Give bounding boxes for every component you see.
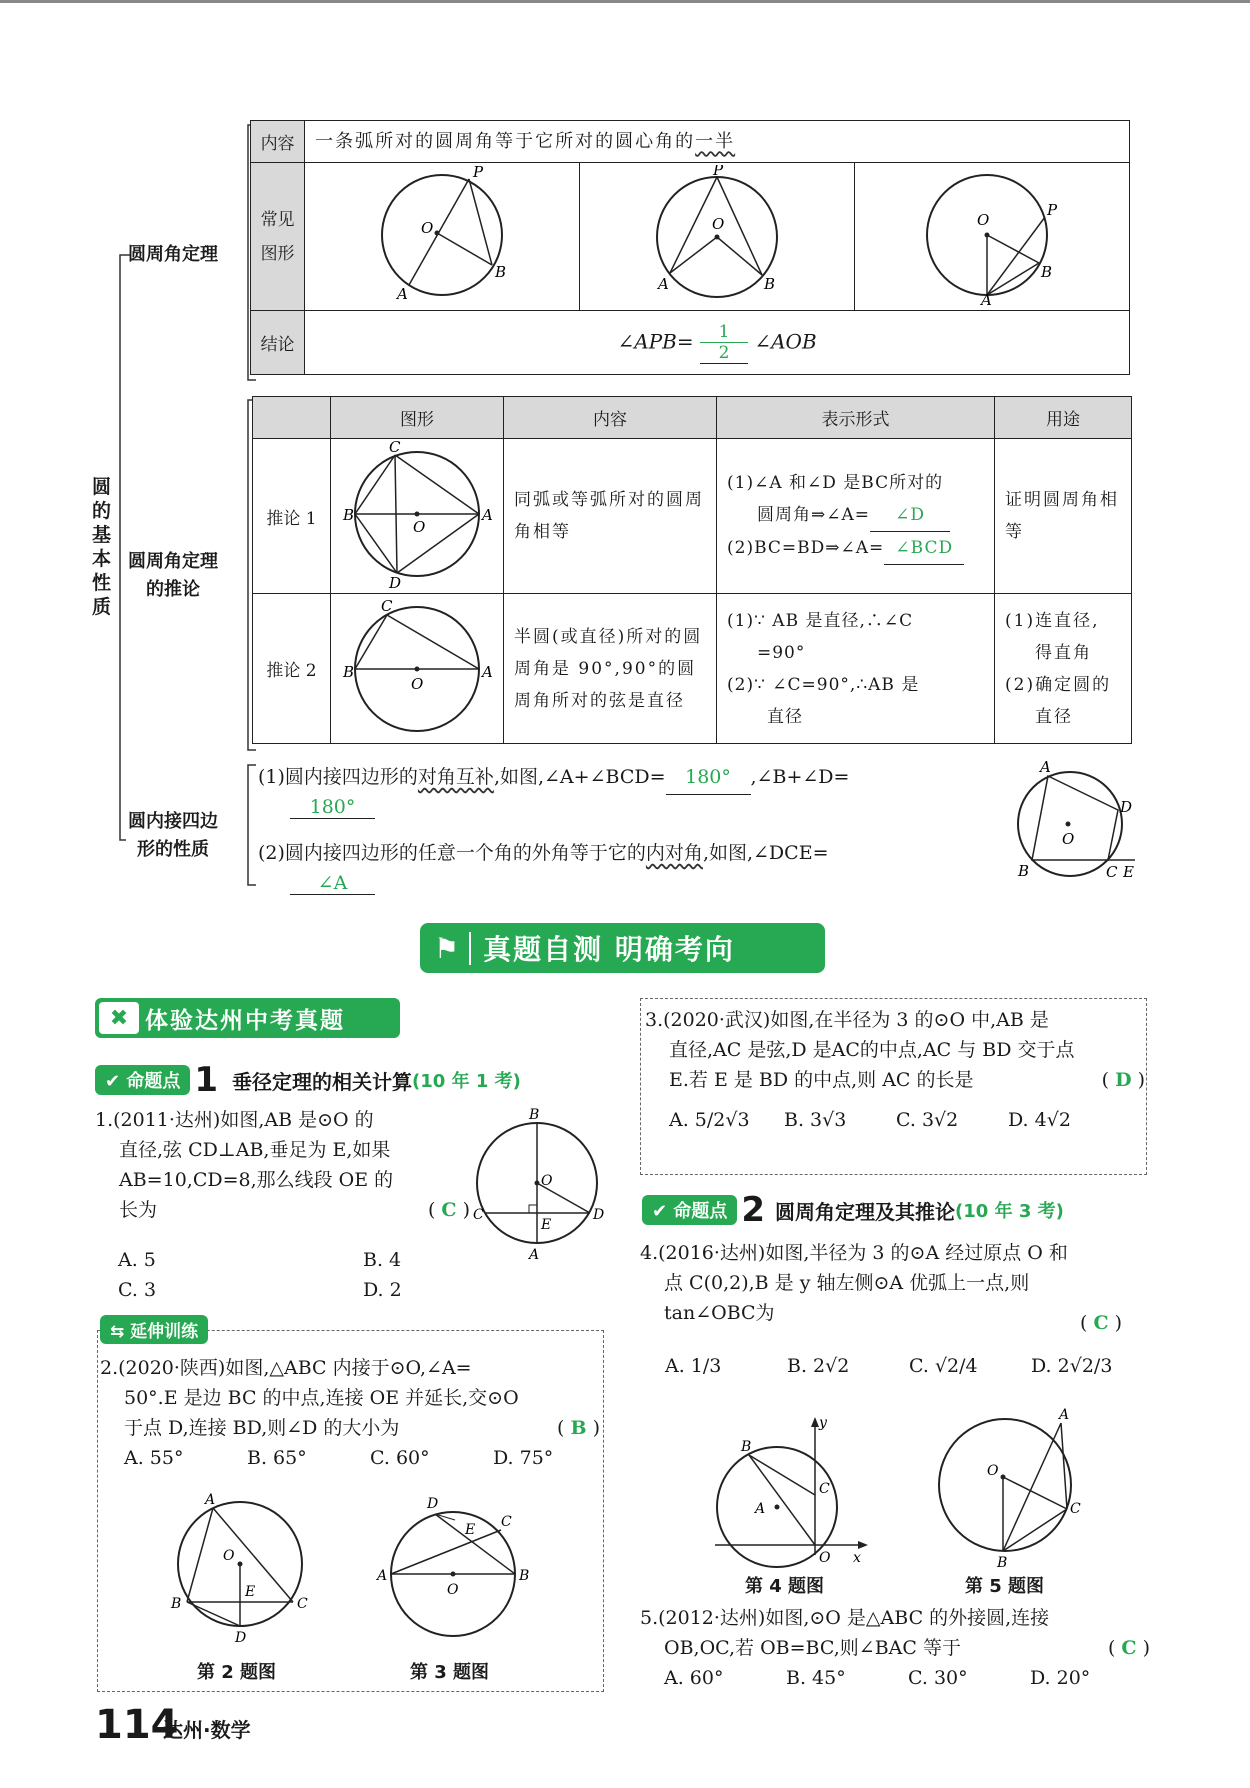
c1-form-b: 圆周角⇒∠A= bbox=[757, 505, 871, 525]
svg-text:O: O bbox=[223, 1548, 235, 1564]
corollary-1-use: 证明圆周角相等 bbox=[995, 439, 1132, 594]
svg-text:A: A bbox=[397, 284, 408, 303]
q5-caption: 第 5 题图 bbox=[965, 1576, 1045, 1597]
svg-text:C: C bbox=[1070, 1501, 1081, 1517]
corollary-table bbox=[252, 396, 1132, 744]
q2-opt-c: C. 60° bbox=[370, 1447, 430, 1469]
q5-figure bbox=[925, 1405, 1085, 1570]
svg-text:O: O bbox=[411, 674, 424, 693]
inscribed-line-2 bbox=[258, 836, 1008, 870]
q2 bbox=[100, 1353, 600, 1473]
svg-text:B: B bbox=[1018, 862, 1030, 880]
footer-subject: 达州·数学 bbox=[163, 1718, 251, 1742]
corollary-1-content: 同弧或等弧所对的圆周角相等 bbox=[504, 439, 717, 594]
svg-text:C: C bbox=[819, 1481, 830, 1497]
q1 bbox=[95, 1105, 470, 1225]
ins-l2-emph: 内对角 bbox=[645, 842, 703, 864]
corollary-2-fig-cell bbox=[331, 594, 504, 744]
ins-ans2: 180° bbox=[290, 796, 375, 819]
q2-l1: 2.(2020·陕西)如图,△ABC 内接于⊙O,∠A= bbox=[100, 1357, 472, 1379]
q3-figure bbox=[375, 1490, 535, 1650]
svg-text:D: D bbox=[1120, 798, 1133, 816]
q2-opt-b: B. 65° bbox=[247, 1447, 307, 1469]
q5 bbox=[640, 1603, 1150, 1693]
q1-figure bbox=[465, 1105, 615, 1265]
c1-form-c-line bbox=[727, 532, 984, 565]
page-number: 114 bbox=[95, 1702, 179, 1748]
q1-answer-slot: ( C ) bbox=[427, 1199, 470, 1221]
inscribed-ans2-line bbox=[290, 796, 375, 819]
c1-ans2: ∠BCD bbox=[884, 532, 964, 565]
q4-ans: C bbox=[1093, 1312, 1109, 1334]
q2-l3-row bbox=[100, 1413, 600, 1443]
q4-opt-c: C. √2/4 bbox=[909, 1355, 978, 1377]
frac-num: 1 bbox=[700, 322, 748, 343]
svg-text:E: E bbox=[1123, 863, 1134, 881]
corollary-1-form bbox=[717, 439, 995, 594]
theorem-figure-label bbox=[251, 163, 305, 311]
ins-ans3: ∠A bbox=[290, 872, 375, 895]
q1-options bbox=[118, 1245, 418, 1305]
topic1-meta: (10 年 1 考) bbox=[412, 1071, 521, 1092]
branch-inscribed-l2: 形的性质 bbox=[137, 839, 209, 860]
ins-l1-emph: 对角互补 bbox=[417, 766, 494, 788]
svg-text:D: D bbox=[389, 574, 402, 588]
corollary-header-figure: 图形 bbox=[331, 397, 504, 439]
svg-text:E: E bbox=[465, 1522, 476, 1538]
svg-text:A: A bbox=[482, 662, 493, 681]
theorem-figure-2 bbox=[642, 165, 792, 305]
banner-runner-icon: ⚑ bbox=[420, 932, 471, 965]
q5-ans: C bbox=[1121, 1637, 1137, 1659]
q1-l3: AB=10,CD=8,那么线段 OE 的 bbox=[119, 1169, 394, 1191]
q3-opt-b: B. 3√3 bbox=[784, 1109, 847, 1131]
theorem-figure-3 bbox=[917, 165, 1067, 305]
svg-text:A: A bbox=[1040, 760, 1051, 776]
q2-opt-a: A. 55° bbox=[124, 1447, 184, 1469]
svg-text:D: D bbox=[593, 1207, 605, 1223]
topic2-tag: ✔ 命题点 bbox=[642, 1195, 737, 1225]
q4-options bbox=[665, 1355, 1145, 1377]
topic2-tag-text: 命题点 bbox=[673, 1201, 728, 1222]
svg-text:B: B bbox=[519, 1568, 530, 1584]
q4-caption: 第 4 题图 bbox=[745, 1576, 825, 1597]
svg-text:O: O bbox=[819, 1550, 831, 1566]
corollary-2-label: 推论 2 bbox=[253, 594, 331, 744]
q3-l2: 直径,AC 是弦,D 是AC的中点,AC 与 BD 交于点 bbox=[669, 1039, 1075, 1061]
conclusion-left: ∠APB= bbox=[617, 329, 694, 353]
q3-opt-c: C. 3√2 bbox=[896, 1109, 959, 1131]
svg-text:O: O bbox=[712, 214, 725, 233]
q3-l3: E.若 E 是 BD 的中点,则 AC 的长是 bbox=[669, 1069, 974, 1091]
c2-form-a: (1)∵ AB 是直径,∴∠C bbox=[727, 610, 914, 631]
svg-text:B: B bbox=[343, 506, 355, 524]
svg-text:D: D bbox=[235, 1630, 247, 1646]
inscribed-line-1 bbox=[258, 760, 998, 795]
corollary-header-use: 用途 bbox=[995, 397, 1132, 439]
corollary-figure-1 bbox=[337, 440, 497, 588]
svg-text:O: O bbox=[447, 1582, 459, 1598]
corollary-1-label: 推论 1 bbox=[253, 439, 331, 594]
topic1-title: 垂径定理的相关计算 bbox=[232, 1069, 413, 1094]
svg-text:O: O bbox=[1062, 830, 1075, 848]
figure-label-2: 图形 bbox=[260, 243, 295, 264]
q1-opt-b: B. 4 bbox=[363, 1249, 402, 1271]
extend-tag: ⇆ 延伸训练 bbox=[100, 1315, 208, 1344]
branch-corollary bbox=[128, 548, 218, 604]
q1-l4: 长为 bbox=[119, 1199, 158, 1221]
q3-l3-row bbox=[645, 1065, 1145, 1095]
section-title: 体验达州中考真题 bbox=[145, 1007, 345, 1034]
svg-text:A: A bbox=[377, 1568, 388, 1584]
svg-text:O: O bbox=[977, 210, 990, 229]
q5-opt-d: D. 20° bbox=[1030, 1667, 1091, 1689]
theorem-content-text: 一条弧所对的圆周角等于它所对的圆心角的 bbox=[315, 130, 696, 152]
svg-text:P: P bbox=[713, 164, 724, 179]
q2-options bbox=[100, 1443, 600, 1473]
top-border bbox=[0, 0, 1250, 3]
svg-text:D: D bbox=[427, 1496, 439, 1512]
corollary-2-use bbox=[995, 594, 1132, 744]
q3 bbox=[645, 1005, 1145, 1135]
ins-ans1: 180° bbox=[666, 760, 751, 795]
q5-l2: OB,OC,若 OB=BC,则∠BAC 等于 bbox=[664, 1637, 961, 1659]
theorem-fig-3-cell bbox=[855, 163, 1130, 311]
q5-l2-row bbox=[640, 1633, 1150, 1663]
theorem-fig-2-cell bbox=[580, 163, 855, 311]
conclusion-right: ∠AOB bbox=[754, 329, 817, 353]
svg-text:O: O bbox=[541, 1173, 553, 1189]
section-title-box bbox=[95, 998, 400, 1038]
theorem-figure-1 bbox=[367, 165, 517, 305]
svg-text:C: C bbox=[473, 1207, 484, 1223]
c1-ans1: ∠D bbox=[870, 499, 950, 532]
q5-options bbox=[640, 1663, 1150, 1693]
svg-text:C: C bbox=[389, 440, 401, 456]
q2-answer-slot: ( B ) bbox=[557, 1417, 600, 1439]
q2-l2: 50°.E 是边 BC 的中点,连接 OE 并延长,交⊙O bbox=[124, 1387, 519, 1409]
svg-text:C: C bbox=[1106, 863, 1118, 881]
c1-form-a: (1)∠A 和∠D 是BC所对的 bbox=[727, 473, 944, 493]
q1-l4-row bbox=[95, 1195, 470, 1225]
theorem-conclusion bbox=[305, 311, 1130, 375]
svg-text:y: y bbox=[819, 1415, 827, 1431]
q1-opt-a: A. 5 bbox=[118, 1249, 156, 1271]
q1-opt-c: C. 3 bbox=[118, 1279, 157, 1301]
q3-caption: 第 3 题图 bbox=[410, 1662, 490, 1683]
c2-use-a: (1)连直径, bbox=[1005, 610, 1100, 631]
svg-text:O: O bbox=[987, 1463, 999, 1479]
q3-answer-slot: ( D ) bbox=[1101, 1069, 1145, 1091]
svg-text:A: A bbox=[658, 274, 669, 293]
svg-text:E: E bbox=[541, 1217, 552, 1233]
c2-use-c: (2)确定圆的 bbox=[1005, 674, 1112, 695]
q4-l3: tan∠OBC为 bbox=[664, 1302, 775, 1324]
ins-l2-b: ,如图,∠DCE= bbox=[702, 842, 829, 864]
q2-l3: 于点 D,连接 BD,则∠D 的大小为 bbox=[124, 1417, 400, 1439]
ins-l1-a: (1)圆内接四边形的 bbox=[258, 766, 418, 788]
svg-text:B: B bbox=[495, 262, 507, 281]
c2-use-d: 直径 bbox=[1035, 706, 1073, 727]
q4-answer-slot: ( C ) bbox=[1080, 1312, 1123, 1334]
theorem-content-label: 内容 bbox=[251, 121, 305, 163]
svg-text:A: A bbox=[205, 1492, 216, 1508]
corollary-figure-2 bbox=[337, 597, 497, 737]
svg-text:A: A bbox=[529, 1247, 540, 1263]
q5-opt-a: A. 60° bbox=[664, 1667, 724, 1689]
q2-ans: B bbox=[570, 1417, 587, 1439]
q1-l2: 直径,弦 CD⊥AB,垂足为 E,如果 bbox=[119, 1139, 391, 1161]
branch-inscribed-l1: 圆内接四边 bbox=[128, 811, 218, 832]
topic2-num: 2 bbox=[741, 1190, 766, 1230]
theorem-content-emph: 一半 bbox=[695, 130, 736, 152]
q1-opt-d: D. 2 bbox=[363, 1279, 402, 1301]
svg-text:O: O bbox=[413, 518, 426, 536]
svg-text:B: B bbox=[343, 662, 355, 681]
svg-text:B: B bbox=[529, 1107, 540, 1123]
q4-opt-b: B. 2√2 bbox=[787, 1355, 850, 1377]
inscribed-ans3-line bbox=[290, 872, 375, 895]
topic2-meta: (10 年 3 考) bbox=[955, 1201, 1064, 1222]
conclusion-fraction bbox=[700, 322, 748, 364]
branch-theorem: 圆周角定理 bbox=[128, 244, 218, 265]
corollary-header-form: 表示形式 bbox=[717, 397, 995, 439]
q5-answer-slot: ( C ) bbox=[1107, 1637, 1150, 1659]
q3-l1: 3.(2020·武汉)如图,在半径为 3 的⊙O 中,AB 是 bbox=[645, 1009, 1049, 1031]
topic1-header bbox=[95, 1060, 521, 1100]
theorem-table bbox=[250, 120, 1130, 375]
svg-text:B: B bbox=[764, 274, 776, 293]
topic2-header bbox=[642, 1190, 1064, 1230]
ins-l1-c: ,∠B+∠D= bbox=[750, 766, 850, 788]
corollary-2-form bbox=[717, 594, 995, 744]
q4-l2: 点 C(0,2),B 是 y 轴左侧⊙A 优弧上一点,则 bbox=[664, 1272, 1030, 1294]
svg-text:C: C bbox=[381, 596, 393, 615]
svg-text:B: B bbox=[171, 1596, 182, 1612]
q5-opt-b: B. 45° bbox=[786, 1667, 846, 1689]
corollary-header-blank bbox=[253, 397, 331, 439]
inscribed-figure bbox=[1010, 760, 1140, 890]
svg-text:A: A bbox=[1059, 1407, 1070, 1423]
theorem-content bbox=[305, 121, 1130, 163]
q2-figure bbox=[165, 1490, 315, 1650]
theorem-fig-1-cell bbox=[305, 163, 580, 311]
q4-l1: 4.(2016·达州)如图,半径为 3 的⊙A 经过原点 O 和 bbox=[640, 1242, 1068, 1264]
branch-corollary-l1: 圆周角定理 bbox=[128, 551, 218, 572]
topic2-title: 圆周角定理及其推论 bbox=[775, 1199, 956, 1224]
svg-text:B: B bbox=[741, 1439, 752, 1455]
q4-opt-d: D. 2√2/3 bbox=[1031, 1355, 1113, 1377]
branch-inscribed bbox=[128, 808, 218, 864]
section-icon: ✖ bbox=[99, 1002, 139, 1034]
topic1-num: 1 bbox=[194, 1060, 219, 1100]
q3-opt-a: A. 5/2√3 bbox=[669, 1109, 750, 1131]
svg-text:B: B bbox=[1041, 262, 1053, 281]
section-banner bbox=[420, 923, 825, 973]
svg-text:A: A bbox=[981, 290, 992, 305]
svg-text:P: P bbox=[1047, 200, 1058, 219]
topic1-tag-text: 命题点 bbox=[126, 1071, 181, 1092]
svg-text:C: C bbox=[501, 1514, 512, 1530]
svg-text:A: A bbox=[482, 506, 493, 524]
c1-form-b-line bbox=[727, 499, 984, 532]
svg-text:C: C bbox=[297, 1596, 308, 1612]
svg-text:A: A bbox=[755, 1501, 766, 1517]
q2-caption: 第 2 题图 bbox=[197, 1662, 277, 1683]
q1-ans: C bbox=[441, 1199, 457, 1221]
theorem-conclusion-label: 结论 bbox=[251, 311, 305, 375]
frac-den: 2 bbox=[718, 342, 730, 363]
q1-opt-row1 bbox=[118, 1245, 418, 1275]
ins-l1-b: ,如图,∠A+∠BCD= bbox=[493, 766, 666, 788]
svg-text:B: B bbox=[997, 1555, 1008, 1570]
q1-opt-row2 bbox=[118, 1275, 418, 1305]
q3-opt-d: D. 4√2 bbox=[1008, 1109, 1071, 1131]
topic1-tag: ✔ 命题点 bbox=[95, 1065, 190, 1095]
c2-form-b: =90° bbox=[757, 642, 806, 663]
c2-use-b: 得直角 bbox=[1035, 642, 1092, 663]
corollary-2-content: 半圆(或直径)所对的圆周角是 90°,90°的圆周角所对的弦是直径 bbox=[504, 594, 717, 744]
svg-text:P: P bbox=[473, 164, 484, 181]
banner-title: 真题自测 明确考向 bbox=[483, 933, 735, 966]
side-title: 圆的基本性质 bbox=[92, 476, 112, 618]
svg-text:E: E bbox=[245, 1584, 256, 1600]
c2-form-c: (2)∵ ∠C=90°,∴AB 是 bbox=[727, 674, 920, 695]
extend-tag-text: 延伸训练 bbox=[130, 1322, 199, 1342]
corollary-header-content: 内容 bbox=[504, 397, 717, 439]
q4 bbox=[640, 1238, 1150, 1328]
c2-form-d: 直径 bbox=[767, 706, 803, 727]
figure-label-1: 常见 bbox=[260, 209, 295, 230]
q4-figure bbox=[705, 1415, 875, 1570]
corollary-1-fig-cell bbox=[331, 439, 504, 594]
q2-opt-d: D. 75° bbox=[493, 1447, 554, 1469]
q1-l1: 1.(2011·达州)如图,AB 是⊙O 的 bbox=[95, 1109, 374, 1131]
svg-text:x: x bbox=[853, 1550, 861, 1566]
q3-options bbox=[645, 1105, 1145, 1135]
q4-opt-a: A. 1/3 bbox=[665, 1355, 722, 1377]
q5-l1: 5.(2012·达州)如图,⊙O 是△ABC 的外接圆,连接 bbox=[640, 1607, 1050, 1629]
svg-text:O: O bbox=[421, 218, 434, 237]
q5-opt-c: C. 30° bbox=[908, 1667, 968, 1689]
q3-ans: D bbox=[1115, 1069, 1132, 1091]
branch-corollary-l2: 的推论 bbox=[146, 579, 200, 600]
c1-form-c: (2)BC=BD⇒∠A= bbox=[727, 538, 885, 558]
ins-l2-a: (2)圆内接四边形的任意一个角的外角等于它的 bbox=[258, 842, 646, 864]
